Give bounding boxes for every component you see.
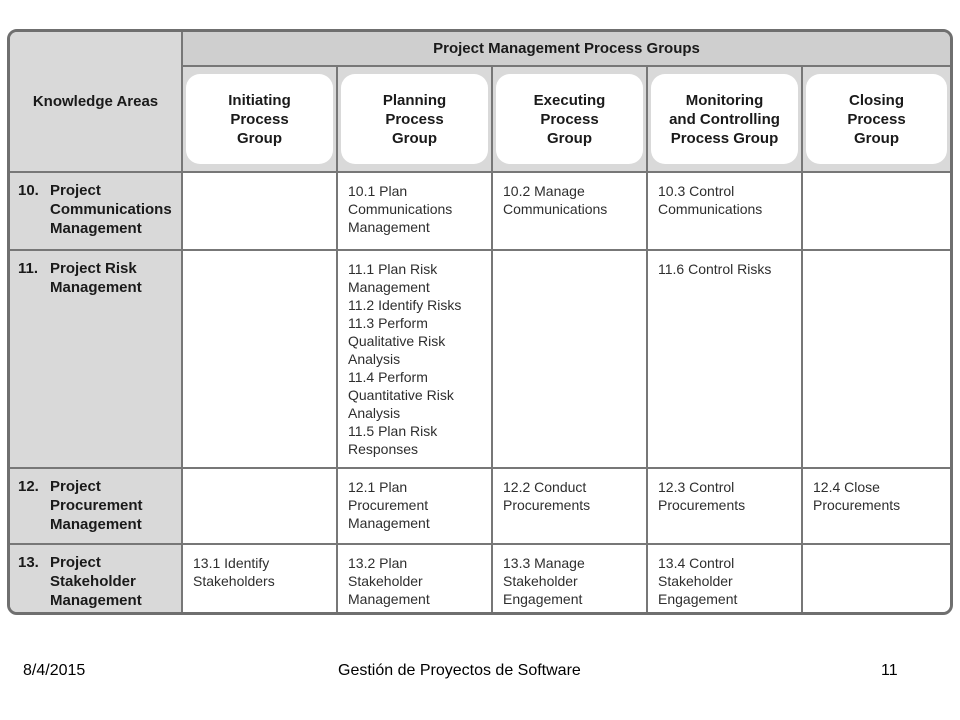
process-group-planning: Planning Process Group (341, 74, 488, 164)
process-cell: 11.6 Control Risks (647, 250, 802, 468)
process-cell: 13.1 Identify Stakeholders (182, 544, 337, 615)
process-group-executing: Executing Process Group (496, 74, 643, 164)
knowledge-areas-header: Knowledge Areas (10, 32, 182, 172)
process-cell: 10.3 Control Communications (647, 172, 802, 250)
process-cell (802, 250, 950, 468)
process-cell: 12.1 Plan Procurement Management (337, 468, 492, 544)
table-row (10, 544, 950, 615)
process-cell: 13.2 Plan Stakeholder Management (337, 544, 492, 615)
process-groups-table (10, 32, 950, 615)
process-cell: 11.1 Plan Risk Management 11.2 Identify Risks 11.3 Perform Qualitative Risk Analysis 11.4 Perform Quantitative Risk Analysis 11.5 Plan Risk Responses (337, 250, 492, 468)
process-cell: 12.2 Conduct Procurements (492, 468, 647, 544)
process-cell: 10.1 Plan Communications Management (337, 172, 492, 250)
process-cell (182, 172, 337, 250)
process-groups-header: Project Management Process Groups (182, 32, 950, 66)
process-cell (182, 250, 337, 468)
process-cell: 10.2 Manage Communications (492, 172, 647, 250)
process-group-initiating: Initiating Process Group (186, 74, 333, 164)
process-cell: 13.3 Manage Stakeholder Engagement (492, 544, 647, 615)
page-number: 11 (881, 662, 898, 679)
footer-date: 8/4/2015 (23, 662, 86, 679)
process-group-monitoring-controlling: Monitoring and Controlling Process Group (651, 74, 798, 164)
process-cell (182, 468, 337, 544)
knowledge-area-communications: 10. Project Communications Management (10, 172, 182, 250)
table-row (10, 172, 950, 250)
knowledge-area-risk: 11. Project Risk Management (10, 250, 182, 468)
footer-title: Gestión de Proyectos de Software (338, 662, 581, 679)
process-cell (802, 172, 950, 250)
table-row (10, 250, 950, 468)
process-cell: 12.3 Control Procurements (647, 468, 802, 544)
process-group-closing: Closing Process Group (806, 74, 947, 164)
process-cell (802, 544, 950, 615)
knowledge-area-stakeholder: 13. Project Stakeholder Management (10, 544, 182, 615)
table-row (10, 468, 950, 544)
process-cell (492, 250, 647, 468)
knowledge-area-procurement: 12. Project Procurement Management (10, 468, 182, 544)
process-cell: 12.4 Close Procurements (802, 468, 950, 544)
process-groups-table-frame (7, 29, 953, 615)
process-cell: 13.4 Control Stakeholder Engagement (647, 544, 802, 615)
